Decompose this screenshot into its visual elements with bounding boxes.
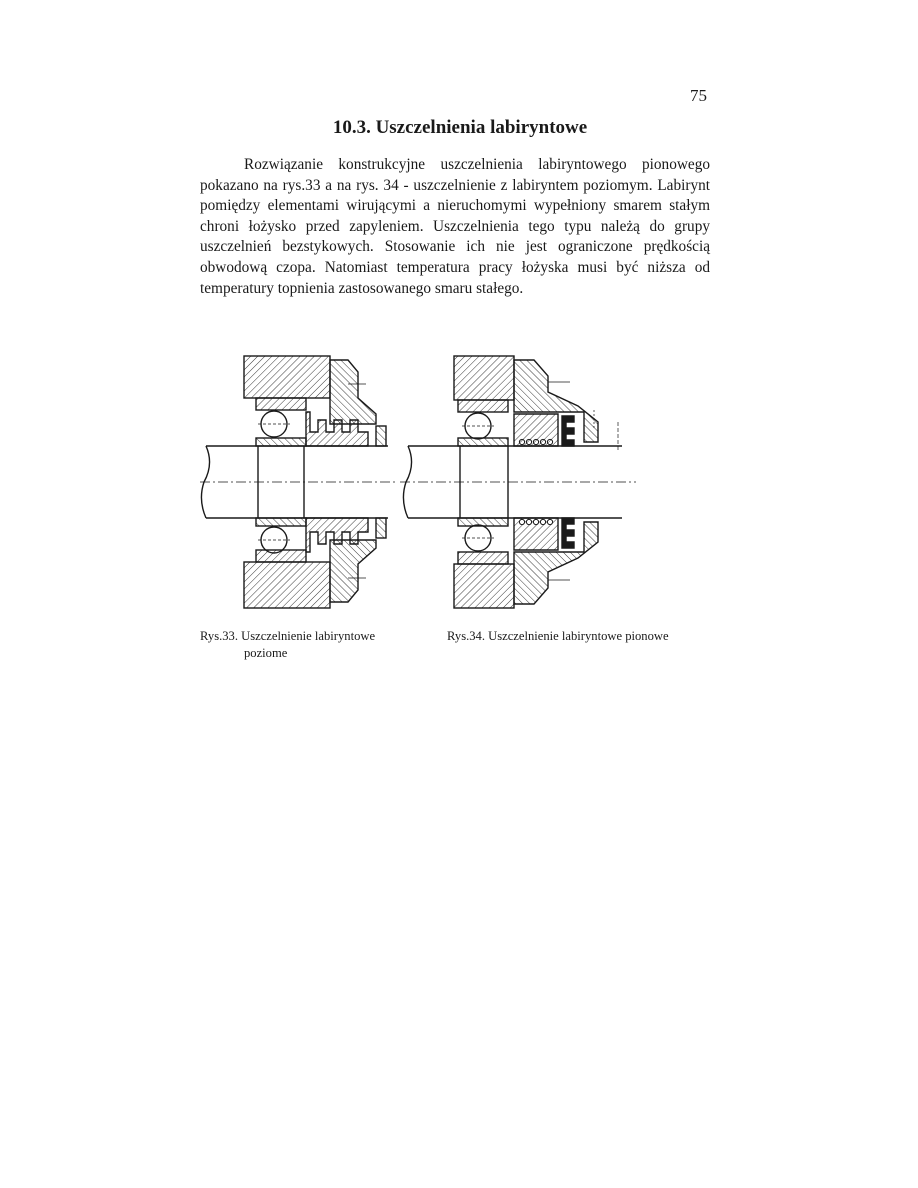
figure-33-caption-line1: Rys.33. Uszczelnienie labiryntowe: [200, 629, 376, 643]
section-title: 10.3. Uszczelnienia labiryntowe: [332, 117, 588, 138]
figure-34-caption: Rys.34. Uszczelnienie labiryntowe pionowe: [447, 629, 669, 643]
page-number: 75: [690, 86, 707, 105]
figure-33-caption-line2: poziome: [244, 646, 288, 660]
figure-33-caption: [200, 628, 400, 662]
figure-34-drawing: [398, 352, 638, 612]
figure-33-drawing: [198, 352, 398, 612]
body-paragraph: Rozwiązanie konstrukcyjne uszczelnienia labiryntowego pionowego pokazano na rys.33 a na rys. 34 - uszczelnienie z labiryntem poziomym. Labirynt pomiędzy elementami wirującymi a nieruchomymi wypełniony smarem stałym chroni łożysko przed zapyleniem. Uszczelnienia tego typu należą do grupy uszczelnień bezstykowych. Stosowanie ich nie jest ograniczone prędkością obwodową czopa. Natomiast temperatura pracy łożyska musi być niższa od temperatury topnienia zastosowanego smaru stałego.: [200, 156, 710, 297]
